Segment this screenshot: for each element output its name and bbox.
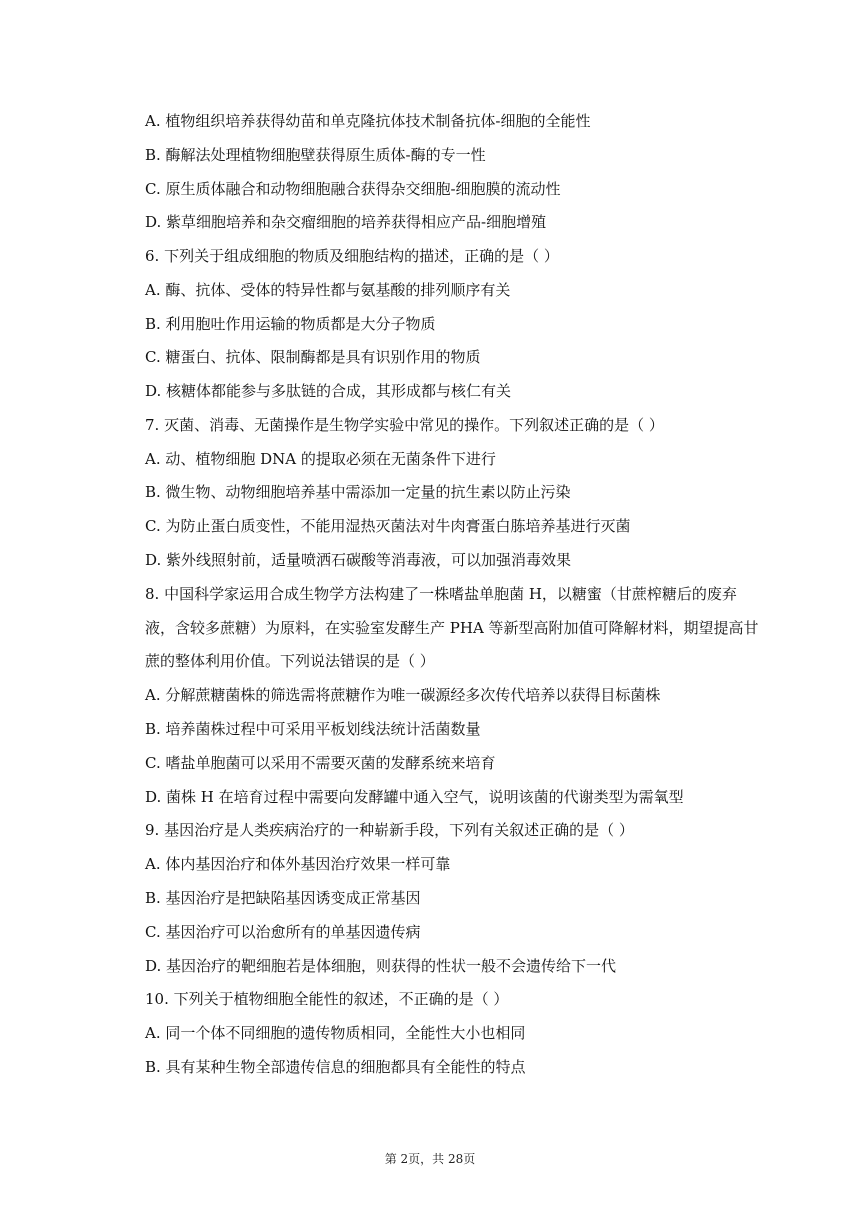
option-line: A. 动、植物细胞 DNA 的提取必须在无菌条件下进行 [145, 450, 496, 468]
question-7-stem: 7. 灭菌、消毒、无菌操作是生物学实验中常见的操作。下列叙述正确的是（ ） [145, 416, 664, 434]
option-line: D. 基因治疗的靶细胞若是体细胞，则获得的性状一般不会遗传给下一代 [145, 957, 617, 975]
option-line: A. 同一个体不同细胞的遗传物质相同，全能性大小也相同 [145, 1024, 526, 1042]
question-10-stem: 10. 下列关于植物细胞全能性的叙述，不正确的是（ ） [145, 990, 509, 1008]
option-line: D. 菌株 H 在培育过程中需要向发酵罐中通入空气，说明该菌的代谢类型为需氧型 [145, 788, 684, 806]
option-line: B. 酶解法处理植物细胞壁获得原生质体-酶的专一性 [145, 146, 486, 164]
option-line: C. 基因治疗可以治愈所有的单基因遗传病 [145, 923, 421, 941]
option-line: B. 微生物、动物细胞培养基中需添加一定量的抗生素以防止污染 [145, 483, 571, 501]
option-line: D. 紫草细胞培养和杂交瘤细胞的培养获得相应产品-细胞增殖 [145, 213, 547, 231]
option-line: C. 嗜盐单胞菌可以采用不需要灭菌的发酵系统来培育 [145, 754, 496, 772]
question-8-stem-cont: 蔗的整体利用价值。下列说法错误的是（ ） [145, 652, 435, 670]
option-line: B. 基因治疗是把缺陷基因诱变成正常基因 [145, 889, 421, 907]
question-6-stem: 6. 下列关于组成细胞的物质及细胞结构的描述，正确的是（ ） [145, 247, 559, 265]
option-line: A. 分解蔗糖菌株的筛选需将蔗糖作为唯一碳源经多次传代培养以获得目标菌株 [145, 686, 661, 704]
question-9-stem: 9. 基因治疗是人类疾病治疗的一种崭新手段，下列有关叙述正确的是（ ） [145, 821, 634, 839]
option-line: B. 培养菌株过程中可采用平板划线法统计活菌数量 [145, 720, 481, 738]
option-line: C. 糖蛋白、抗体、限制酶都是具有识别作用的物质 [145, 348, 481, 366]
option-line: B. 具有某种生物全部遗传信息的细胞都具有全能性的特点 [145, 1058, 526, 1076]
option-line: A. 植物组织培养获得幼苗和单克隆抗体技术制备抗体-细胞的全能性 [145, 112, 591, 130]
option-line: D. 紫外线照射前，适量喷洒石碳酸等消毒液，可以加强消毒效果 [145, 551, 572, 569]
option-line: C. 原生质体融合和动物细胞融合获得杂交细胞-细胞膜的流动性 [145, 180, 561, 198]
option-line: A. 体内基因治疗和体外基因治疗效果一样可靠 [145, 855, 451, 873]
option-line: D. 核糖体都能参与多肽链的合成，其形成都与核仁有关 [145, 382, 512, 400]
option-line: B. 利用胞吐作用运输的物质都是大分子物质 [145, 315, 436, 333]
option-line: A. 酶、抗体、受体的特异性都与氨基酸的排列顺序有关 [145, 281, 511, 299]
option-line: C. 为防止蛋白质变性，不能用湿热灭菌法对牛肉膏蛋白胨培养基进行灭菌 [145, 517, 631, 535]
question-8-stem: 8. 中国科学家运用合成生物学方法构建了一株嗜盐单胞菌 H，以糖蜜（甘蔗榨糖后的废弃 [145, 585, 737, 603]
question-8-stem-cont: 液，含较多蔗糖）为原料，在实验室发酵生产 PHA 等新型高附加值可降解材料，期望提高甘 [145, 619, 759, 637]
page-number-footer: 第 2页，共 28页 [384, 1152, 476, 1166]
